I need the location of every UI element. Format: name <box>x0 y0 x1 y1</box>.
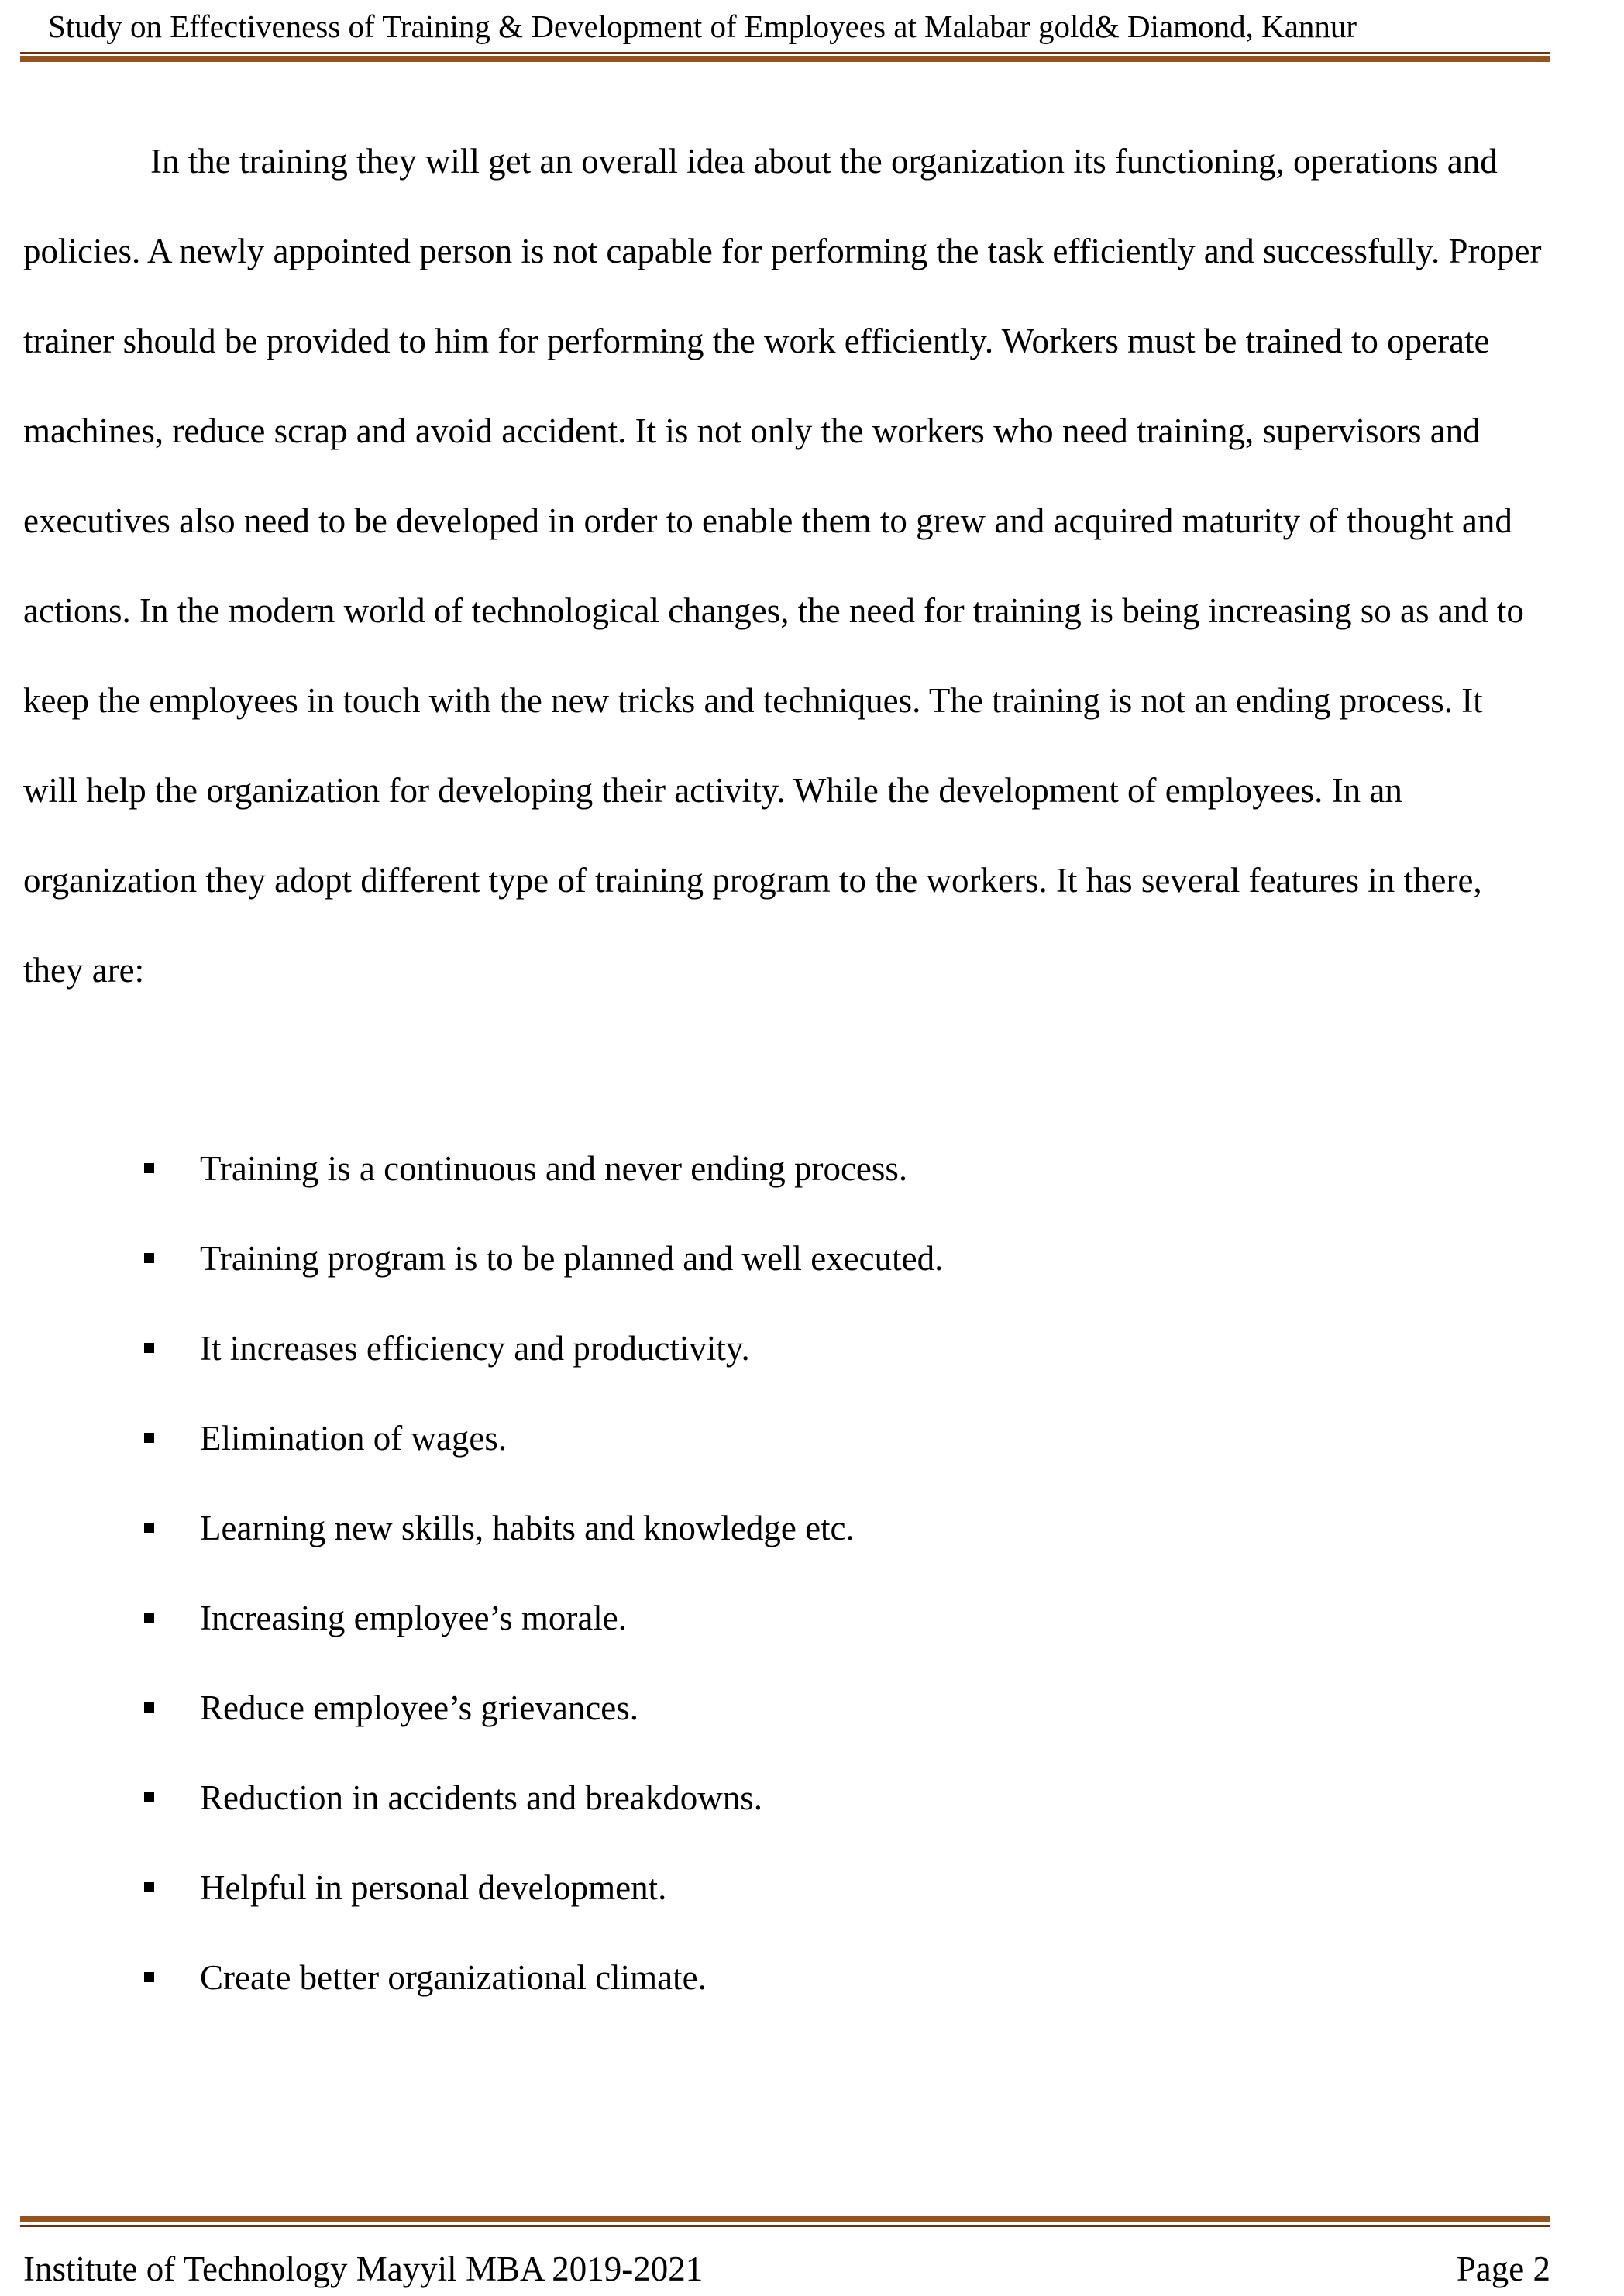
list-item-text: Reduction in accidents and breakdowns. <box>200 1778 763 1817</box>
square-bullet-icon <box>144 1972 154 1982</box>
footer-institute: Institute of Technology Mayyil MBA 2019-2021 <box>23 2250 704 2288</box>
footer-rule-thick <box>20 2216 1550 2222</box>
list-item <box>139 1573 943 1663</box>
square-bullet-icon <box>144 1792 154 1802</box>
list-item-text: Create better organizational climate. <box>200 1958 707 1997</box>
document-body <box>23 116 1542 1015</box>
header-title: Study on Effectiveness of Training & Development of Employees at Malabar gold& Diamond, Kannur <box>48 9 1357 44</box>
square-bullet-icon <box>144 1343 154 1353</box>
list-item-text: Helpful in personal development. <box>200 1868 667 1907</box>
list-item <box>139 1213 943 1303</box>
square-bullet-icon <box>144 1613 154 1623</box>
footer-rule-thin <box>20 2225 1550 2227</box>
list-item-text: It increases efficiency and productivity. <box>200 1329 750 1368</box>
square-bullet-icon <box>144 1253 154 1263</box>
page-header <box>20 0 1550 62</box>
list-item-text: Increasing employee’s morale. <box>200 1599 628 1637</box>
list-item <box>139 1483 943 1573</box>
square-bullet-icon <box>144 1882 154 1892</box>
list-item-text: Reduce employee’s grievances. <box>200 1688 639 1727</box>
list-item-text: Elimination of wages. <box>200 1419 508 1458</box>
list-item <box>139 1393 943 1483</box>
header-rule-thin <box>20 52 1550 54</box>
list-item <box>139 1753 943 1843</box>
list-item-text: Training program is to be planned and well executed. <box>200 1239 944 1278</box>
list-item-text: Training is a continuous and never ending process. <box>200 1149 908 1188</box>
list-item <box>139 1933 943 2022</box>
square-bullet-icon <box>144 1433 154 1443</box>
list-item <box>139 1843 943 1933</box>
list-item <box>139 1124 943 1213</box>
square-bullet-icon <box>144 1523 154 1533</box>
square-bullet-icon <box>144 1702 154 1713</box>
page-footer <box>20 2216 1550 2296</box>
page-number: Page 2 <box>1456 2250 1550 2288</box>
list-item-text: Learning new skills, habits and knowledge etc. <box>200 1509 855 1547</box>
square-bullet-icon <box>144 1163 154 1173</box>
header-rule-thick <box>20 56 1550 62</box>
features-list <box>139 1124 943 2022</box>
list-item <box>139 1663 943 1753</box>
body-paragraph: In the training they will get an overall idea about the organization its functioning, operations and policies. A newly appointed person is not capable for performing the task efficiently and successfully. Proper trainer should be provided to him for performing the work efficiently. Workers must be trained to operate machines, reduce scrap and avoid accident. It is not only the workers who need training, supervisors and executives also need to be developed in order to enable them to grew and acquired maturity of thought and actions. In the modern world of technological changes, the need for training is being increasing so as and to keep the employees in touch with the new tricks and techniques. The training is not an ending process. It will help the organization for developing their activity. While the development of employees. In an organization they adopt different type of training program to the workers. It has several features in there, they are: <box>23 142 1542 990</box>
list-item <box>139 1303 943 1393</box>
